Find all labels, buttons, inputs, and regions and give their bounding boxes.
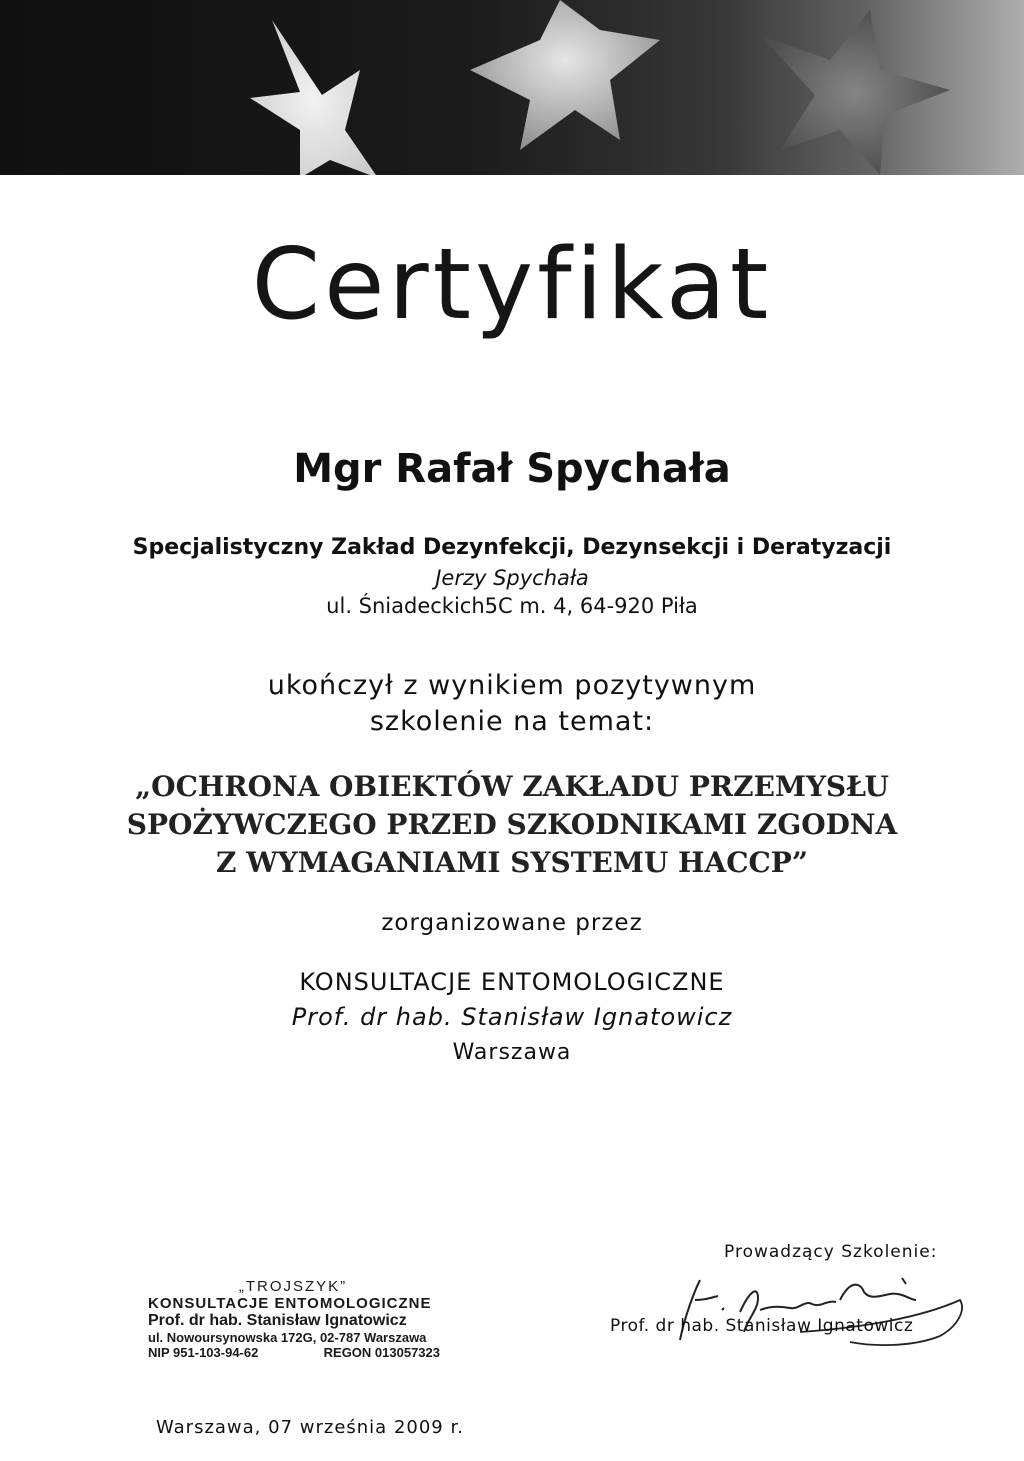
signature-name: Prof. dr hab. Stanisław Ignatowicz: [610, 1316, 914, 1336]
stamp-ids: [148, 1345, 440, 1360]
stamp-line: KONSULTACJE ENTOMOLOGICZNE: [148, 1295, 432, 1312]
company-owner: Jerzy Spychała: [435, 566, 589, 590]
certificate-title: Certyfikat: [251, 228, 773, 342]
signature-label: Prowadzący Szkolenie:: [724, 1242, 938, 1262]
recipient-name: Mgr Rafał Spychała: [293, 446, 731, 492]
stamp-line: „TROJSZYK”: [238, 1278, 348, 1295]
topic-line: SPOŻYWCZEGO PRZED SZKODNIKAMI ZGODNA: [126, 808, 898, 842]
organized-by-label: zorganizowane przez: [381, 910, 643, 936]
star-banner: [0, 0, 1024, 175]
handwritten-signature: [640, 1270, 970, 1350]
stamp-line: Prof. dr hab. Stanisław Ignatowicz: [148, 1312, 407, 1329]
company-name: Specjalistyczny Zakład Dezynfekcji, Dezynsekcji i Deratyzacji: [132, 535, 892, 560]
completion-line: ukończył z wynikiem pozytywnym: [267, 670, 757, 701]
organizer-city: Warszawa: [452, 1040, 572, 1065]
training-topic: [0, 768, 1024, 882]
completion-text: [0, 668, 1024, 741]
stamp-regon: REGON 013057323: [323, 1345, 440, 1360]
completion-line: szkolenie na temat:: [369, 706, 655, 738]
topic-line: „OCHRONA OBIEKTÓW ZAKŁADU PRZEMYSŁU: [135, 770, 889, 803]
stamp-nip: NIP 951-103-94-62: [148, 1345, 259, 1360]
organizer-stamp: [148, 1278, 448, 1360]
topic-line: Z WYMAGANIAMI SYSTEMU HACCP”: [216, 846, 808, 880]
organizer-name: KONSULTACJE ENTOMOLOGICZNE: [299, 968, 725, 996]
star-banner-graphic: [0, 0, 1024, 175]
stamp-line: ul. Nowoursynowska 172G, 02-787 Warszawa: [148, 1330, 427, 1345]
company-address: ul. Śniadeckich5C m. 4, 64-920 Piła: [326, 594, 698, 618]
organizer-person: Prof. dr hab. Stanisław Ignatowicz: [291, 1003, 733, 1031]
issue-date: Warszawa, 07 września 2009 r.: [156, 1417, 464, 1438]
